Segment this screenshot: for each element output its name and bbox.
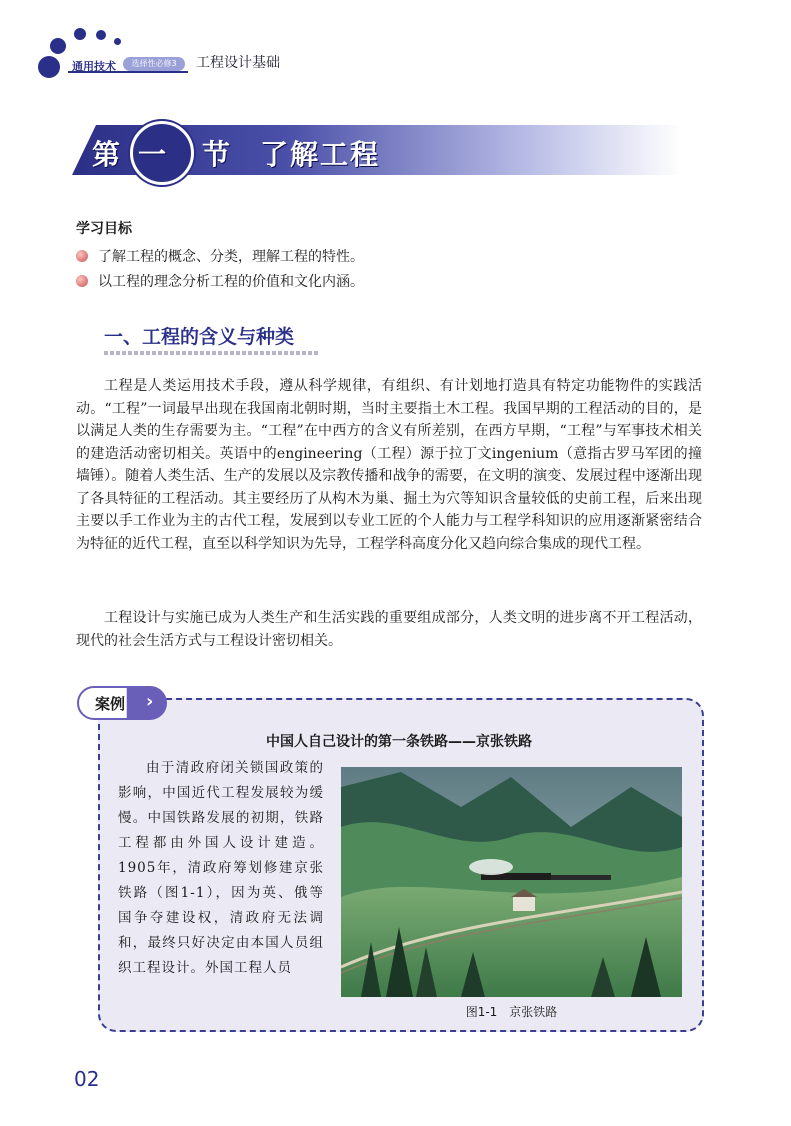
subsection-rule [104,351,318,355]
decor-dot [50,38,66,54]
chevron-right-icon: › [146,691,154,712]
section-title: 了解工程 [260,138,381,171]
banner-section-number: 一 [138,138,167,171]
paragraph-text: 工程是人类运用技术手段，遵从科学规律，有组织、有计划地打造具有特定功能物件的实践活动。“工程”一词最早出现在我国南北朝时期，当时主要指土木工程。我国早期的工程活动的目的，是以满足人类的生存需要为主。“工程”在中西方的含义有所差别，在西方早期，“工程”与军事技术相关的建造活动密切相关。英语中的engineering（工程）源于拉丁文ingenium（意指古罗马军团的撞墙锤）。随着人类生活、生产的发展以及宗教传播和战争的需要，在文明的演变、发展过程中逐渐出现了各具特征的工程活动。其主要经历了从构木为巢、掘土为穴等知识含量较低的史前工程，后来出现主要以手工作业为主的古代工程，发展到以专业工匠的个人能力与工程学科知识的应用逐渐紧密结合为特征的近代工程，直至以科学知识为先导，工程学科高度分化又趋向综合集成的现代工程。 [76,378,702,552]
header-book-title: 工程设计基础 [196,55,280,71]
body-paragraph [76,375,702,555]
header-subject: 通用技术 [72,60,116,73]
bullet-icon [76,275,88,287]
decor-dot [38,56,60,78]
subsection-heading: 一、工程的含义与种类 [104,326,295,348]
figure-caption: 图1-1 京张铁路 [465,1005,558,1019]
objective-text: 以工程的理念分析工程的价值和文化内涵。 [98,274,364,290]
decor-dot [96,30,106,40]
decor-dot [74,28,86,40]
case-label: 案例 [95,695,126,713]
decor-dot [114,38,121,45]
banner-char-di: 第 [92,138,121,171]
header-badge: 选择性必修3 [123,57,185,71]
case-text [118,756,324,981]
case-paragraph: 由于清政府闭关锁国政策的影响，中国近代工程发展较为缓慢。中国铁路发展的初期，铁路工程都由外国人设计建造。1905年，清政府筹划修建京张铁路（图1-1），因为英、俄等国争夺建设权，清政府无法调和，最终只好决定由本国人员组织工程设计。外国工程人员 [118,760,324,976]
header-decoration [0,0,140,90]
objective-item [76,246,364,266]
railway-painting [341,767,682,997]
figure-image [341,767,682,997]
bullet-icon [76,250,88,262]
body-paragraph [76,607,702,652]
banner-char-jie: 节 [202,138,231,171]
objective-text: 了解工程的概念、分类，理解工程的特性。 [98,249,364,265]
page-number: 02 [74,1067,100,1091]
objectives-heading: 学习目标 [76,221,132,237]
section-banner [72,125,682,175]
paragraph-text: 工程设计与实施已成为人类生产和生活实践的重要组成部分，人类文明的进步离不开工程活动，现代的社会生活方式与工程设计密切相关。 [76,610,702,649]
objective-item [76,271,364,291]
case-title: 中国人自己设计的第一条铁路——京张铁路 [266,734,532,750]
